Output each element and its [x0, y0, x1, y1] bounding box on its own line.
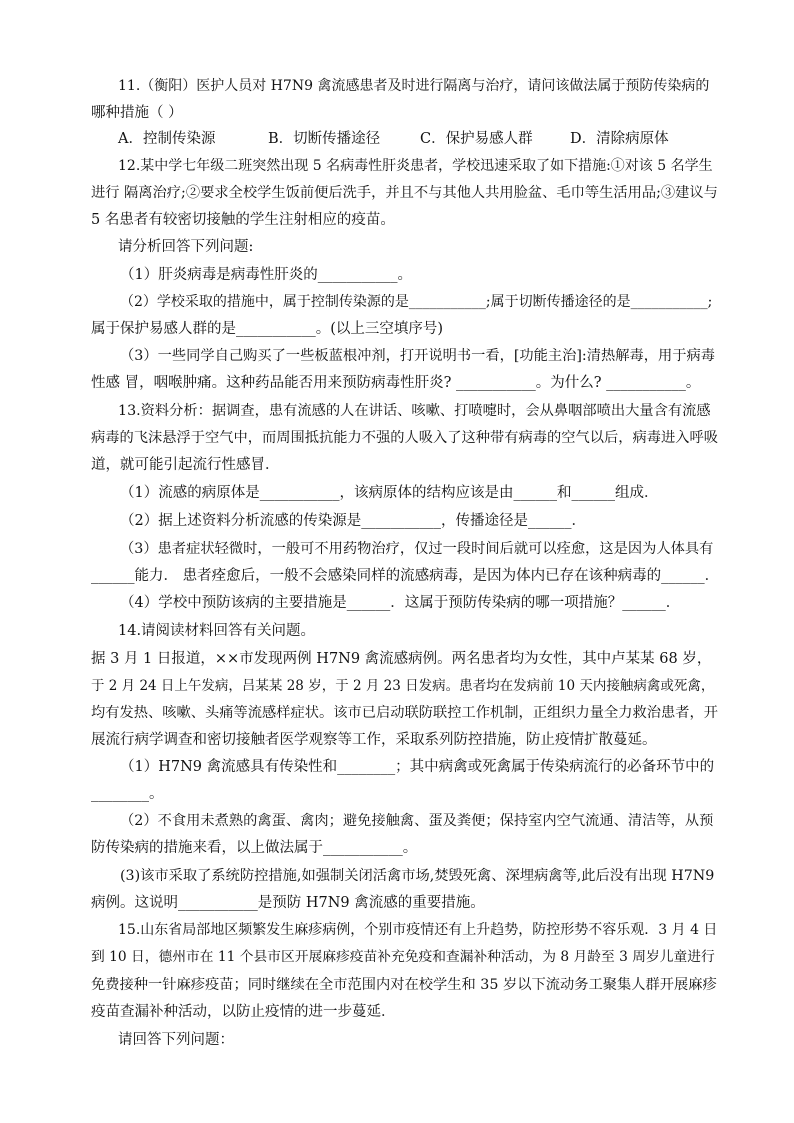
- q11-option-b[interactable]: B．切断传播途径: [268, 131, 381, 147]
- q13-sub4: （4）学校中预防该病的主要措施是______．这属于预防传染病的哪一项措施？______．: [120, 595, 681, 611]
- q12-sub3-line2: 性感 冒，咽喉肿痛。这种药品能否用来预防病毒性肝炎? ___________。为什么? ___________。: [91, 375, 701, 391]
- q15-stem-line4: 疫苗查漏补种活动，以防止疫情的进一步蔓延．: [91, 1004, 396, 1020]
- q12-stem-line3: 5 名患者有较密切接触的学生注射相应的疫苗。: [91, 212, 395, 228]
- q13-stem-line1: 13.资料分析：据调查，患有流感的人在讲话、咳嗽、打喷嚏时，会从鼻咽部喷出大量含有流感: [118, 403, 711, 419]
- q14-stem: 14.请阅读材料回答有关问题。: [118, 623, 316, 639]
- q13-sub3-line1: （3）患者症状轻微时，一般可不用药物治疗，仅过一段时间后就可以痊愈，这是因为人体具有: [120, 541, 714, 557]
- q11-stem-line1: 11.（衡阳）医护人员对 H7N9 禽流感患者及时进行隔离与治疗，请问该做法属于预防传染病的: [118, 78, 710, 94]
- q14-passage-line4: 展流行病学调查和密切接触者医学观察等工作，采取系列防控措施，防止疫情扩散蔓延。: [91, 732, 657, 748]
- q13-stem-line3: 道，就可能引起流行性感冒．: [91, 457, 280, 473]
- q12-prompt: 请分析回答下列问题:: [118, 239, 254, 255]
- q12-sub1: （1）肝炎病毒是病毒性肝炎的___________。: [120, 267, 412, 283]
- q14-sub1-line2: ________。: [91, 786, 164, 802]
- q14-sub2-line1: （2）不食用未煮熟的禽蛋、禽肉；避免接触禽、蛋及粪便；保持室内空气流通、清洁等，从预: [120, 813, 714, 829]
- q12-sub2-line2: 属于保护易感人群的是___________。(以上三空填序号): [91, 321, 444, 337]
- q11-stem-line2: 哪种措施（ ）: [91, 105, 183, 121]
- q14-sub1-line1: （1）H7N9 禽流感具有传染性和________；其中病禽或死禽属于传染病流行的必备环节中的: [120, 759, 715, 775]
- q14-passage-line3: 均有发热、咳嗽、头痛等流感样症状。该市已启动联防联控工作机制，正组织力量全力救治患者，开: [91, 705, 719, 721]
- q11-option-d[interactable]: D．清除病原体: [570, 131, 669, 147]
- q15-stem-line3: 免费接种一针麻疹疫苗；同时继续在全市范围内对在校学生和 35 岁以下流动务工聚集人群开展麻疹: [91, 977, 717, 993]
- q14-passage-line2: 于 2 月 24 日上午发病，吕某某 28 岁，于 2 月 23 日发病。患者均在发病前 10 天内接触病禽或死禽，: [91, 678, 715, 694]
- q14-sub2-line2: 防传染病的措施来看，以上做法属于___________。: [91, 840, 418, 856]
- q12-stem-line2: 进行 隔离治疗;②要求全校学生饭前便后洗手，并且不与其他人共用脸盆、毛巾等生活用品;③建议与: [91, 185, 718, 201]
- q14-passage-line1: 据 3 月 1 日报道，××市发现两例 H7N9 禽流感病例。两名患者均为女性，其中卢某某 68 岁，: [91, 651, 712, 667]
- q13-sub2: （2）据上述资料分析流感的传染源是___________，传播途径是______．: [120, 513, 586, 529]
- q11-options: [118, 129, 718, 149]
- q14-sub3-line1: (3)该市采取了系统防控措施,如强制关闭活禽市场,焚毁死禽、深埋病禽等,此后没有出现 H7N9: [120, 868, 715, 884]
- q11-option-c[interactable]: C．保护易感人群: [420, 131, 533, 147]
- q13-stem-line2: 病毒的飞沫悬浮于空气中，而周围抵抗能力不强的人吸入了这种带有病毒的空气以后，病毒进入呼吸: [91, 430, 719, 446]
- q12-stem-line1: 12.某中学七年级二班突然出现 5 名病毒性肝炎患者，学校迅速采取了如下措施:①对该 5 名学生: [118, 158, 713, 174]
- q15-prompt: 请回答下列问题：: [118, 1032, 234, 1048]
- q12-sub3-line1: （3）一些同学自己购买了一些板蓝根冲剂，打开说明书一看，[功能主治]:清热解毒，用于病毒: [120, 348, 715, 364]
- q14-sub3-line2: 病例。这说明___________是预防 H7N9 禽流感的重要措施。: [91, 895, 485, 911]
- q13-sub1: （1）流感的病原体是___________，该病原体的结构应该是由______和______组成．: [120, 485, 659, 501]
- q13-sub3-line2: ______能力． 患者痊愈后，一般不会感染同样的流感病毒，是因为体内已存在该种病毒的______．: [91, 568, 720, 584]
- q11-option-a[interactable]: A．控制传染源: [118, 131, 216, 147]
- q15-stem-line1: 15.山东省局部地区频繁发生麻疹病例，个别市疫情还有上升趋势，防控形势不容乐观．3 月 4 日: [118, 922, 718, 938]
- q12-sub2-line1: （2）学校采取的措施中，属于控制传染源的是___________;属于切断传播途径的是___________;: [120, 294, 713, 310]
- q15-stem-line2: 到 10 日，德州市在 11 个县市区开展麻疹疫苗补充免疫和查漏补种活动，为 8 月龄至 3 周岁儿童进行: [91, 949, 715, 965]
